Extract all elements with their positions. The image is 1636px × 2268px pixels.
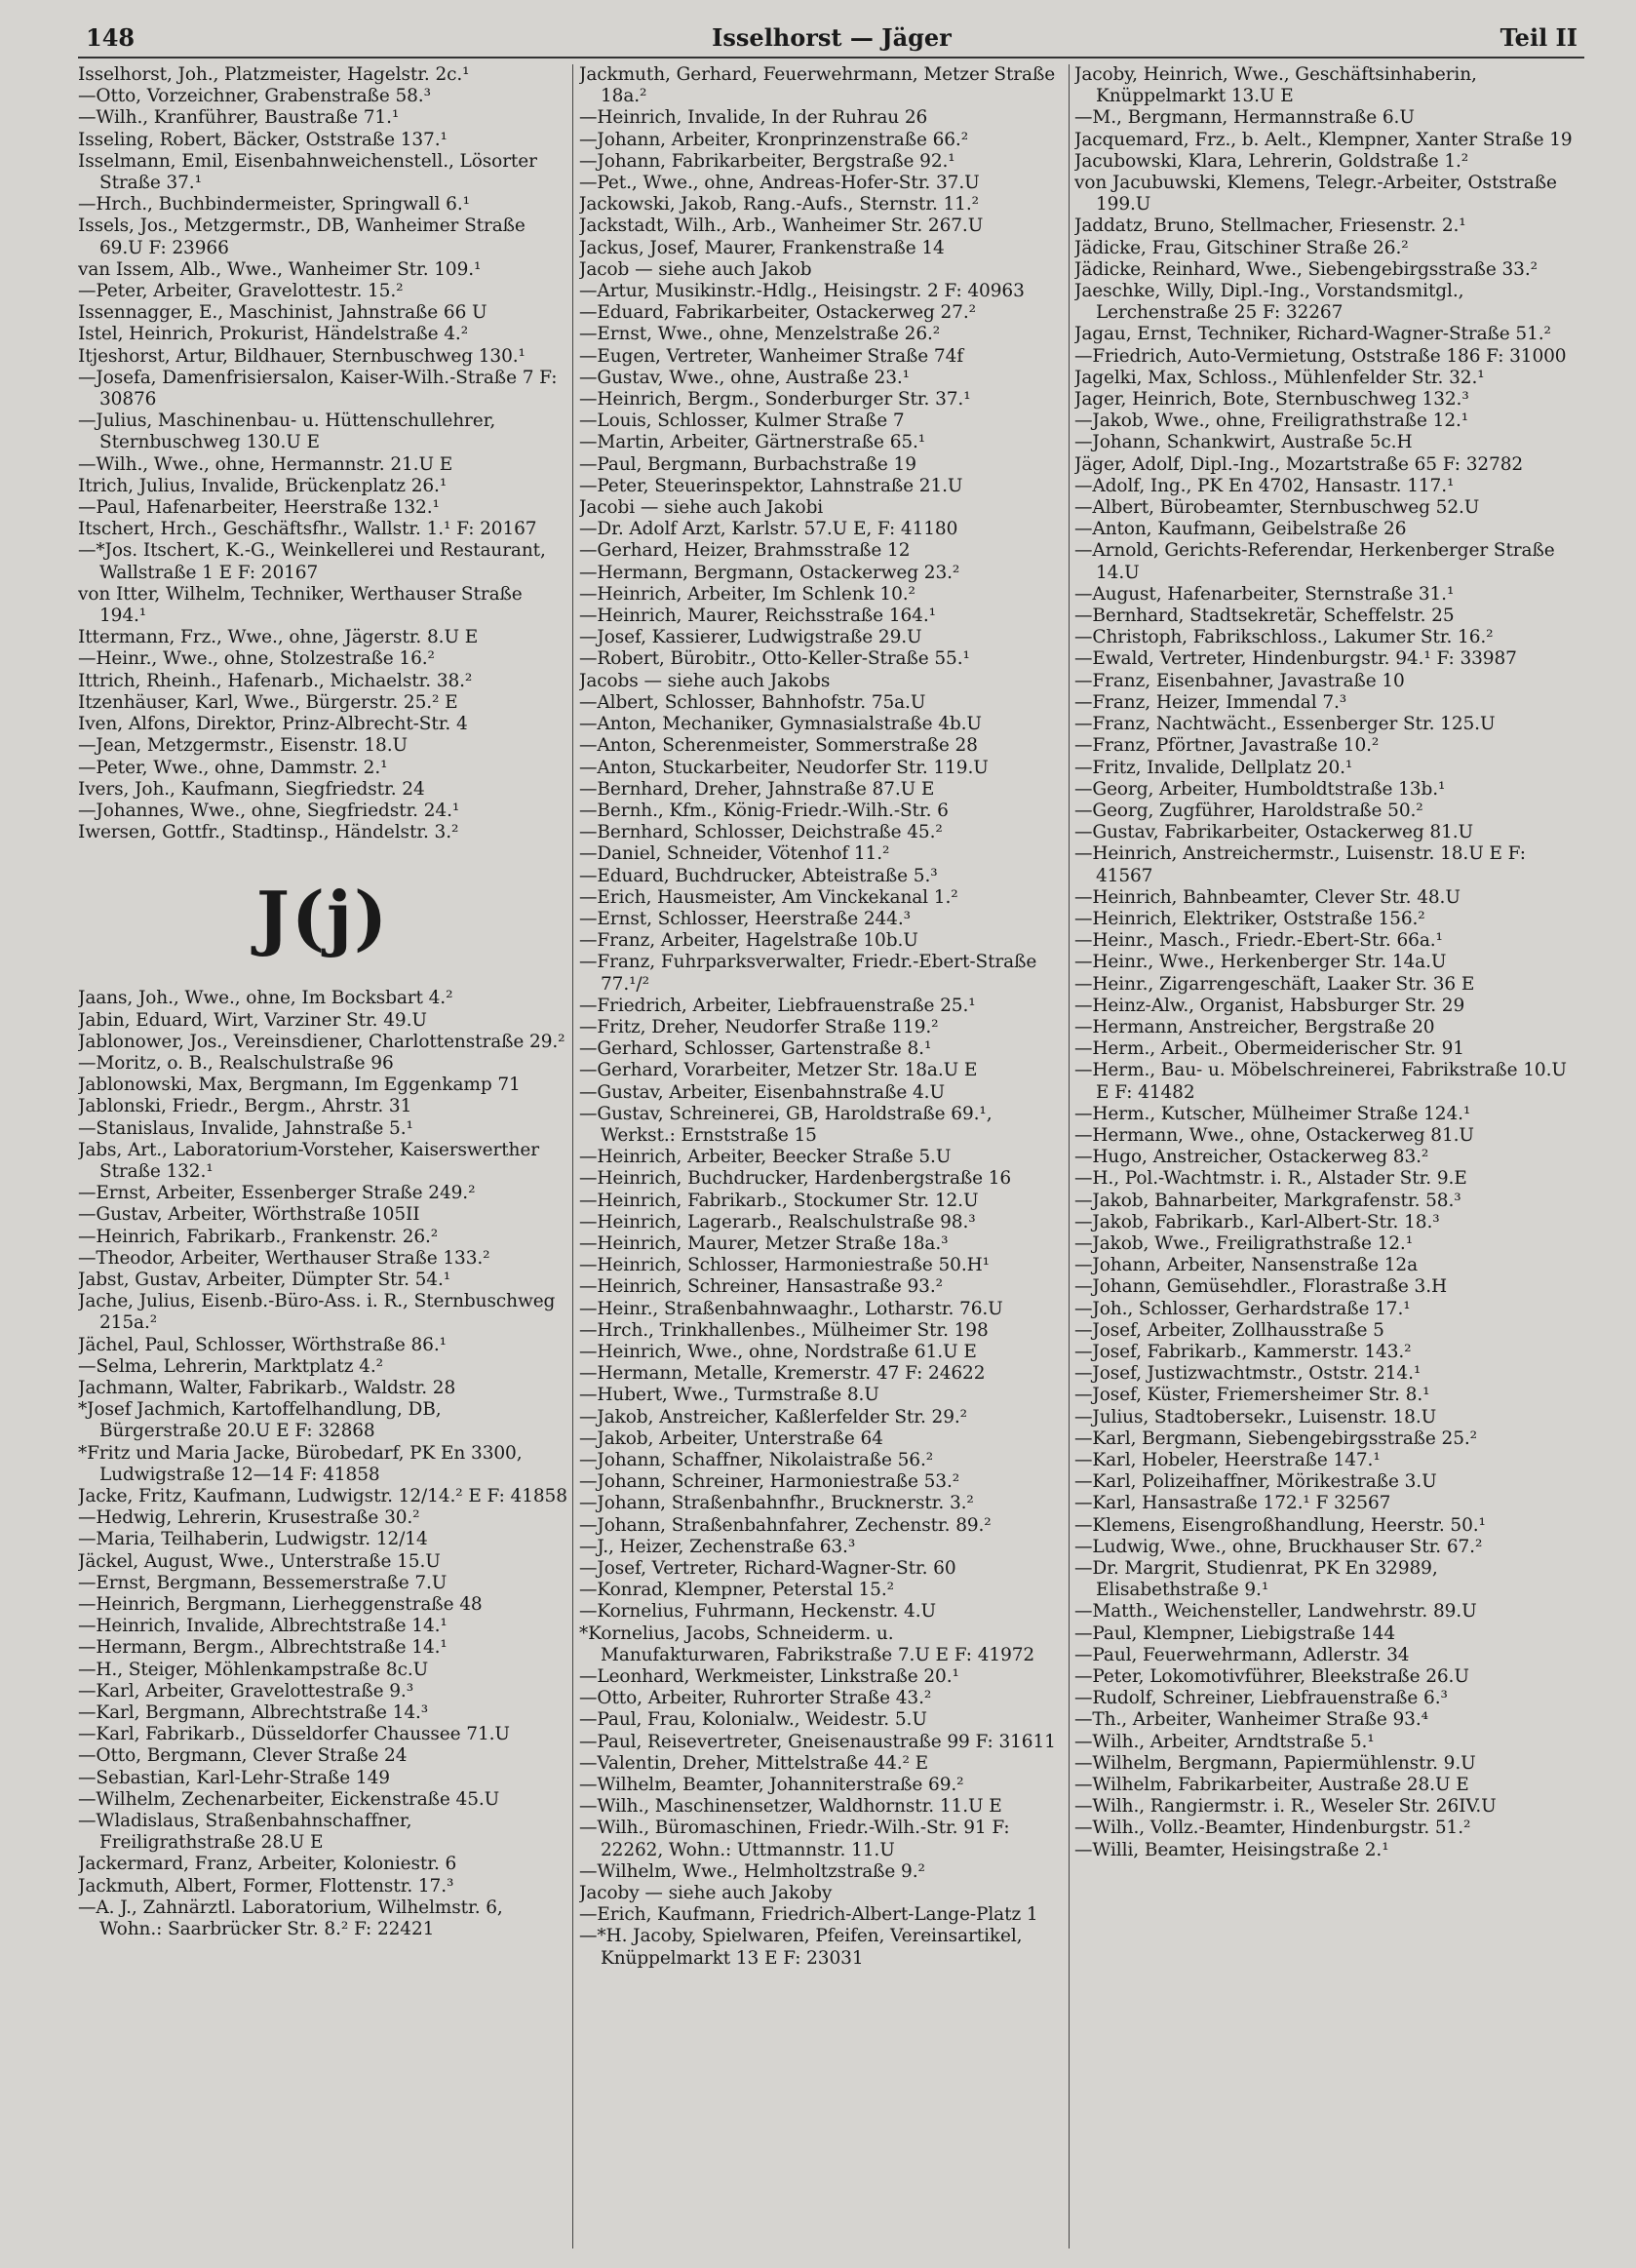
directory-entry: —Julius, Stadtobersekr., Luisenstr. 18.U — [1074, 1406, 1437, 1427]
directory-entry: —Otto, Arbeiter, Ruhrorter Straße 43.² — [579, 1688, 932, 1709]
directory-entry: Itjeshorst, Artur, Bildhauer, Sternbuschweg 130.¹ — [78, 345, 526, 367]
directory-entry: Istel, Heinrich, Prokurist, Händelstraße 4.² — [78, 324, 469, 345]
directory-entry: Jächel, Paul, Schlosser, Wörthstraße 86.¹ — [78, 1334, 447, 1355]
directory-entry: —Wilhelm, Bergmann, Papiermühlenstr. 9.U — [1074, 1752, 1476, 1774]
directory-entry: van Issem, Alb., Wwe., Wanheimer Str. 109.¹ — [78, 258, 482, 280]
directory-entry: —Heinrich, Anstreichermstr., Luisenstr. 18.U E F: 41567 — [1074, 843, 1526, 886]
directory-entry: —Th., Arbeiter, Wanheimer Straße 93.⁴ — [1074, 1709, 1428, 1731]
directory-entry: Jabs, Art., Laboratorium-Vorsteher, Kaiserswerther Straße 132.¹ — [78, 1139, 539, 1182]
directory-entry: —Hermann, Wwe., ohne, Ostackerweg 81.U — [1074, 1124, 1474, 1146]
directory-entry: Jädicke, Reinhard, Wwe., Siebengebirgsstraße 33.² — [1074, 258, 1538, 280]
directory-entry: —Klemens, Eisengroßhandlung, Heerstr. 50.¹ — [1074, 1514, 1486, 1536]
directory-entry: —Franz, Pförtner, Javastraße 10.² — [1074, 735, 1380, 757]
directory-entry: —Eduard, Buchdrucker, Abteistraße 5.³ — [579, 865, 938, 886]
directory-entry: —Heinrich, Invalide, In der Ruhrau 26 — [579, 107, 928, 129]
directory-entry: —Wilhelm, Fabrikarbeiter, Austraße 28.U E — [1074, 1775, 1469, 1796]
directory-entry: —Karl, Hobeler, Heerstraße 147.¹ — [1074, 1450, 1381, 1470]
directory-entry: —Paul, Hafenarbeiter, Heerstraße 132.¹ — [78, 497, 440, 519]
directory-entry: —Ernst, Bergmann, Bessemerstraße 7.U — [78, 1572, 448, 1593]
directory-entry: —Heinz-Alw., Organist, Habsburger Str. 29 — [1074, 995, 1465, 1016]
column-1 — [78, 64, 567, 2248]
directory-entry: —Karl, Fabrikarb., Düsseldorfer Chaussee 71.U — [78, 1724, 510, 1745]
directory-entry: Jacobi — siehe auch Jakobi — [579, 497, 824, 519]
directory-entry: Ittrich, Rheinh., Hafenarb., Michaelstr. 38.² — [78, 670, 473, 691]
directory-entry: —Franz, Heizer, Immendal 7.³ — [1074, 691, 1347, 713]
directory-entry: —Heinrich, Bahnbeamter, Clever Str. 48.U — [1074, 886, 1461, 908]
directory-entry: —Heinrich, Schlosser, Harmoniestraße 50.H¹ — [579, 1255, 990, 1276]
directory-entry: —Herm., Arbeit., Obermeiderischer Str. 91 — [1074, 1038, 1464, 1060]
directory-entry: —Joh., Schlosser, Gerhardstraße 17.¹ — [1074, 1298, 1411, 1319]
directory-entry: Jaeschke, Willy, Dipl.-Ing., Vorstandsmitgl., Lerchenstraße 25 F: 32267 — [1074, 281, 1464, 324]
directory-entry: —Heinrich, Arbeiter, Beecker Straße 5.U — [579, 1147, 952, 1168]
column-divider — [1069, 64, 1070, 2248]
directory-entry: Jäger, Adolf, Dipl.-Ing., Mozartstraße 65 F: 32782 — [1074, 453, 1524, 475]
directory-entry: Jackowski, Jakob, Rang.-Aufs., Sternstr. 11.² — [579, 194, 979, 215]
directory-entry: —Wilh., Rangiermstr. i. R., Weseler Str. 26IV.U — [1074, 1796, 1497, 1818]
directory-entry: Jädicke, Frau, Gitschiner Straße 26.² — [1074, 237, 1409, 258]
directory-entry: —Karl, Polizeihaffner, Mörikestraße 3.U — [1074, 1471, 1437, 1493]
directory-entry: —Wilhelm, Zechenarbeiter, Eickenstraße 45.U — [78, 1788, 500, 1810]
directory-entry: —Franz, Arbeiter, Hagelstraße 10b.U — [579, 930, 918, 952]
running-head: Isselhorst — Jäger — [712, 23, 952, 52]
directory-entry: Jacke, Fritz, Kaufmann, Ludwigstr. 12/14.² E F: 41858 — [78, 1485, 567, 1506]
directory-entry: —H., Pol.-Wachtmstr. i. R., Alstader Str. 9.E — [1074, 1168, 1467, 1190]
directory-entry: —Albert, Schlosser, Bahnhofstr. 75a.U — [579, 691, 926, 713]
directory-entry: —Peter, Lokomotivführer, Bleekstraße 26.U — [1074, 1666, 1469, 1688]
directory-entry: —Heinr., Wwe., Herkenberger Str. 14a.U — [1074, 952, 1447, 973]
directory-entry: Jacob — siehe auch Jakob — [579, 258, 812, 280]
directory-entry: —Gustav, Fabrikarbeiter, Ostackerweg 81.U — [1074, 822, 1474, 843]
directory-entry: Isseling, Robert, Bäcker, Oststraße 137.¹ — [78, 129, 448, 150]
directory-entry: —Willi, Beamter, Heisingstraße 2.¹ — [1074, 1839, 1389, 1860]
directory-entry: —Heinrich, Arbeiter, Im Schlenk 10.² — [579, 583, 915, 605]
directory-entry: —Jakob, Fabrikarb., Karl-Albert-Str. 18.³ — [1074, 1211, 1440, 1232]
directory-entry: Jacoby, Heinrich, Wwe., Geschäftsinhaberin, Knüppelmarkt 13.U E — [1074, 64, 1477, 107]
directory-entry: —Konrad, Klempner, Peterstal 15.² — [579, 1580, 894, 1601]
directory-entry: Jackmuth, Gerhard, Feuerwehrmann, Metzer Straße 18a.² — [579, 64, 1056, 107]
directory-entry: —Johannes, Wwe., ohne, Siegfriedstr. 24.¹ — [78, 800, 460, 821]
directory-entry: —Hermann, Anstreicher, Bergstraße 20 — [1074, 1016, 1435, 1037]
directory-entry: —Friedrich, Arbeiter, Liebfrauenstraße 25.¹ — [579, 995, 976, 1016]
directory-entry: Issennagger, E., Maschinist, Jahnstraße 66 U — [78, 302, 487, 324]
directory-entry: —Johann, Straßenbahnfahrer, Zechenstr. 89.² — [579, 1514, 992, 1536]
directory-entry: —Albert, Bürobeamter, Sternbuschweg 52.U — [1074, 497, 1480, 519]
directory-entry: —Arnold, Gerichts-Referendar, Herkenberger Straße 14.U — [1074, 540, 1555, 583]
directory-entry: —Wilh., Büromaschinen, Friedr.-Wilh.-Str. 91 F: 22262, Wohn.: Uttmannstr. 11.U — [579, 1818, 1010, 1860]
directory-entry: Jabst, Gustav, Arbeiter, Dümpter Str. 54.¹ — [78, 1269, 451, 1290]
directory-entry: —Johann, Arbeiter, Kronprinzenstraße 66.² — [579, 129, 969, 150]
directory-entry: Jacoby — siehe auch Jakoby — [579, 1883, 833, 1904]
directory-entry: —Herm., Kutscher, Mülheimer Straße 124.¹ — [1074, 1103, 1471, 1124]
directory-entry: —Karl, Bergmann, Albrechtstraße 14.³ — [78, 1702, 429, 1724]
directory-entry: —Heinrich, Maurer, Metzer Straße 18a.³ — [579, 1232, 949, 1254]
directory-entry: —Bernhard, Dreher, Jahnstraße 87.U E — [579, 778, 935, 800]
directory-entry: Jackstadt, Wilh., Arb., Wanheimer Str. 267.U — [579, 215, 984, 237]
directory-entry: —Fritz, Dreher, Neudorfer Straße 119.² — [579, 1016, 939, 1037]
directory-entry: —*H. Jacoby, Spielwaren, Pfeifen, Vereinsartikel, Knüppelmarkt 13 E F: 23031 — [579, 1926, 1023, 1969]
directory-entry: —Johann, Schankwirt, Austraße 5c.H — [1074, 432, 1413, 453]
column-3 — [1074, 64, 1581, 2248]
directory-entry: Jacquemard, Frz., b. Aelt., Klempner, Xanter Straße 19 — [1074, 129, 1573, 150]
page-number: 148 — [86, 23, 136, 52]
directory-entry: —H., Steiger, Möhlenkampstraße 8c.U — [78, 1659, 429, 1680]
directory-entry: —Wilh., Vollz.-Beamter, Hindenburgstr. 51.² — [1074, 1818, 1471, 1839]
directory-entry: —Eduard, Fabrikarbeiter, Ostackerweg 27.² — [579, 302, 976, 324]
directory-entry: —Franz, Eisenbahner, Javastraße 10 — [1074, 670, 1405, 691]
directory-entry: —Matth., Weichensteller, Landwehrstr. 89.U — [1074, 1601, 1477, 1623]
directory-entry: von Jacubuwski, Klemens, Telegr.-Arbeiter, Oststraße 199.U — [1074, 173, 1557, 215]
directory-entry: —Theodor, Arbeiter, Werthauser Straße 133.² — [78, 1247, 490, 1269]
directory-entry: Jablonowski, Max, Bergmann, Im Eggenkamp 71 — [78, 1075, 521, 1096]
directory-entry: Jäckel, August, Wwe., Unterstraße 15.U — [78, 1550, 441, 1572]
directory-entry: Jackmuth, Albert, Former, Flottenstr. 17.³ — [78, 1875, 454, 1897]
directory-entry: —Josefa, Damenfrisiersalon, Kaiser-Wilh.-Straße 7 F: 30876 — [78, 367, 558, 411]
directory-entry: —Heinrich, Buchdrucker, Hardenbergstraße 16 — [579, 1168, 1012, 1190]
directory-entry: —Ewald, Vertreter, Hindenburgstr. 94.¹ F: 33987 — [1074, 648, 1517, 670]
directory-entry: —Gerhard, Vorarbeiter, Metzer Str. 18a.U E — [579, 1060, 978, 1081]
directory-entry: —Wilhelm, Beamter, Johanniterstraße 69.² — [579, 1775, 964, 1796]
directory-entry: —Peter, Wwe., ohne, Dammstr. 2.¹ — [78, 757, 388, 778]
directory-entry: —Eugen, Vertreter, Wanheimer Straße 74f — [579, 345, 964, 367]
directory-entry: —Erich, Hausmeister, Am Vinckekanal 1.² — [579, 886, 958, 908]
directory-entry: —Artur, Musikinstr.-Hdlg., Heisingstr. 2 F: 40963 — [579, 281, 1025, 302]
directory-entry: —Franz, Nachtwächt., Essenberger Str. 125.U — [1074, 714, 1496, 735]
directory-entry: —Johann, Arbeiter, Nansenstraße 12a — [1074, 1255, 1419, 1276]
directory-entry: Jager, Heinrich, Bote, Sternbuschweg 132.³ — [1074, 389, 1469, 411]
directory-entry: —Heinrich, Bergmann, Lierheggenstraße 48 — [78, 1594, 483, 1615]
directory-entry: —Jakob, Anstreicher, Kaßlerfelder Str. 29.² — [579, 1406, 967, 1427]
directory-entry: —Josef, Fabrikarb., Kammerstr. 143.² — [1074, 1341, 1412, 1362]
directory-entry: Jablonski, Friedr., Bergm., Ahrstr. 31 — [78, 1096, 412, 1117]
directory-entry: —Karl, Arbeiter, Gravelottestraße 9.³ — [78, 1680, 414, 1701]
directory-entry: —Johann, Straßenbahnfhr., Brucknerstr. 3.² — [579, 1493, 974, 1514]
directory-entry: —Moritz, o. B., Realschulstraße 96 — [78, 1052, 394, 1074]
directory-entry: —Johann, Gemüsehdler., Florastraße 3.H — [1074, 1276, 1448, 1298]
directory-entry: —Paul, Bergmann, Burbachstraße 19 — [579, 453, 916, 475]
directory-entry: —Martin, Arbeiter, Gärtnerstraße 65.¹ — [579, 432, 926, 453]
directory-entry: —Otto, Bergmann, Clever Straße 24 — [78, 1745, 408, 1767]
directory-entry: Ivers, Joh., Kaufmann, Siegfriedstr. 24 — [78, 778, 425, 800]
directory-entry: —Herm., Bau- u. Möbelschreinerei, Fabrikstraße 10.U E F: 41482 — [1074, 1060, 1567, 1103]
page-header — [86, 23, 1578, 57]
directory-entry: —Jakob, Wwe., Freiligrathstraße 12.¹ — [1074, 1232, 1414, 1254]
directory-entry: —Adolf, Ing., PK En 4702, Hansastr. 117.¹ — [1074, 475, 1455, 496]
directory-entry: —Heinr., Masch., Friedr.-Ebert-Str. 66a.¹ — [1074, 930, 1443, 952]
directory-entry: Iven, Alfons, Direktor, Prinz-Albrecht-Str. 4 — [78, 714, 468, 735]
directory-entry: —Gerhard, Heizer, Brahmsstraße 12 — [579, 540, 911, 562]
directory-entry: —Wladislaus, Straßenbahnschaffner, Freiligrathstraße 28.U E — [78, 1811, 412, 1854]
directory-entry: Jagelki, Max, Schloss., Mühlenfelder Str. 32.¹ — [1074, 367, 1485, 388]
directory-entry: —Heinrich, Fabrikarb., Frankenstr. 26.² — [78, 1226, 439, 1247]
directory-entry: —Heinr., Straßenbahnwaaghr., Lotharstr. 76.U — [579, 1298, 1003, 1319]
section-letter: J(j) — [255, 876, 390, 959]
directory-entry: von Itter, Wilhelm, Techniker, Werthauser Straße 194.¹ — [78, 583, 523, 627]
directory-entry: —Jakob, Bahnarbeiter, Markgrafenstr. 58.³ — [1074, 1190, 1461, 1211]
directory-entry: Isselhorst, Joh., Platzmeister, Hagelstr. 2c.¹ — [78, 64, 470, 85]
directory-entry: Jacobs — siehe auch Jakobs — [579, 670, 831, 691]
directory-entry: —Friedrich, Auto-Vermietung, Oststraße 186 F: 31000 — [1074, 345, 1567, 367]
directory-entry: Jaddatz, Bruno, Stellmacher, Friesenstr. 2.¹ — [1074, 215, 1466, 237]
directory-entry: *Josef Jachmich, Kartoffelhandlung, DB, Bürgerstraße 20.U E F: 32868 — [78, 1399, 442, 1442]
directory-entry: —Jakob, Wwe., ohne, Freiligrathstraße 12.¹ — [1074, 411, 1469, 432]
directory-entry: —Wilh., Kranführer, Baustraße 71.¹ — [78, 107, 400, 129]
directory-entry: —Ernst, Schlosser, Heerstraße 244.³ — [579, 908, 911, 929]
directory-entry: —*Jos. Itschert, K.-G., Weinkellerei und Restaurant, Wallstraße 1 E F: 20167 — [78, 540, 546, 583]
directory-entry: —Hugo, Anstreicher, Ostackerweg 83.² — [1074, 1147, 1429, 1168]
directory-entry: —Bernhard, Stadtsekretär, Scheffelstr. 25 — [1074, 606, 1455, 627]
directory-entry: —Wilh., Maschinensetzer, Waldhornstr. 11.U E — [579, 1796, 1002, 1818]
directory-entry: Itrich, Julius, Invalide, Brückenplatz 26.¹ — [78, 475, 448, 496]
directory-entry: Jaans, Joh., Wwe., ohne, Im Bocksbart 4.² — [78, 988, 453, 1009]
directory-entry: —Georg, Arbeiter, Humboldtstraße 13b.¹ — [1074, 778, 1446, 800]
directory-entry: Jache, Julius, Eisenb.-Büro-Ass. i. R., Sternbuschweg 215a.² — [78, 1291, 556, 1334]
directory-entry: —Jean, Metzgermstr., Eisenstr. 18.U — [78, 735, 408, 757]
directory-entry: Jackus, Josef, Maurer, Frankenstraße 14 — [579, 237, 945, 258]
directory-entry: —Heinrich, Bergm., Sonderburger Str. 37.¹ — [579, 389, 971, 411]
directory-entry: —Hrch., Trinkhallenbes., Mülheimer Str. 198 — [579, 1319, 989, 1341]
directory-entry: —Franz, Fuhrparksverwalter, Friedr.-Ebert-Straße 77.¹/² — [579, 952, 1037, 995]
directory-entry: —Heinr., Zigarrengeschäft, Laaker Str. 36 E — [1074, 973, 1475, 995]
directory-entry: —Bernh., Kfm., König-Friedr.-Wilh.-Str. 6 — [579, 800, 949, 821]
directory-entry: —Heinrich, Invalide, Albrechtstraße 14.¹ — [78, 1616, 448, 1637]
directory-entry: —Peter, Arbeiter, Gravelottestr. 15.² — [78, 281, 404, 302]
directory-entry: —M., Bergmann, Hermannstraße 6.U — [1074, 107, 1415, 129]
directory-entry: —Robert, Bürobitr., Otto-Keller-Straße 55.¹ — [579, 648, 970, 670]
directory-entry: —Gustav, Schreinerei, GB, Haroldstraße 69.¹, Werkst.: Ernststraße 15 — [579, 1103, 993, 1146]
directory-entry: —Hermann, Metalle, Kremerstr. 47 F: 24622 — [579, 1363, 986, 1385]
directory-entry: —Josef, Vertreter, Richard-Wagner-Str. 60 — [579, 1558, 956, 1580]
directory-entry: Jablonower, Jos., Vereinsdiener, Charlottenstraße 29.² — [78, 1031, 565, 1052]
directory-entry: Jacubowski, Klara, Lehrerin, Goldstraße 1.² — [1074, 150, 1469, 172]
directory-entry: —Gustav, Wwe., ohne, Austraße 23.¹ — [579, 367, 910, 388]
directory-entry: —Dr. Margrit, Studienrat, PK En 32989, Elisabethstraße 9.¹ — [1074, 1558, 1438, 1601]
directory-entry: Isselmann, Emil, Eisenbahnweichenstell., Lösorter Straße 37.¹ — [78, 150, 537, 194]
directory-entry: Issels, Jos., Metzgermstr., DB, Wanheimer Straße 69.U F: 23966 — [78, 215, 526, 258]
directory-entry: —Heinr., Wwe., ohne, Stolzestraße 16.² — [78, 648, 435, 670]
directory-entry: —Gustav, Arbeiter, Wörthstraße 105II — [78, 1204, 420, 1226]
directory-entry: —Louis, Schlosser, Kulmer Straße 7 — [579, 411, 905, 432]
directory-entry: —Wilhelm, Wwe., Helmholtzstraße 9.² — [579, 1860, 925, 1882]
directory-entry: —Dr. Adolf Arzt, Karlstr. 57.U E, F: 41180 — [579, 519, 958, 540]
directory-entry: —Anton, Stuckarbeiter, Neudorfer Str. 119.U — [579, 757, 989, 778]
column-2 — [579, 64, 1063, 2248]
directory-entry: —Hermann, Bergmann, Ostackerweg 23.² — [579, 562, 960, 583]
directory-entry: —Heinrich, Schreiner, Hansastraße 93.² — [579, 1276, 943, 1298]
directory-entry: —Wilh., Arbeiter, Arndtstraße 5.¹ — [1074, 1731, 1375, 1752]
directory-entry: Itzenhäuser, Karl, Wwe., Bürgerstr. 25.² E — [78, 691, 458, 713]
directory-entry: —Karl, Bergmann, Siebengebirgsstraße 25.² — [1074, 1427, 1477, 1449]
directory-entry: —Hubert, Wwe., Turmstraße 8.U — [579, 1385, 879, 1406]
directory-entry: —Johann, Schreiner, Harmoniestraße 53.² — [579, 1471, 960, 1493]
directory-entry: —Heinrich, Wwe., ohne, Nordstraße 61.U E — [579, 1341, 977, 1362]
directory-entry: —Stanislaus, Invalide, Jahnstraße 5.¹ — [78, 1117, 413, 1139]
directory-entry: —Julius, Maschinenbau- u. Hüttenschullehrer, Sternbuschweg 130.U E — [78, 411, 496, 453]
directory-entry: —Leonhard, Werkmeister, Linkstraße 20.¹ — [579, 1666, 959, 1688]
directory-entry: —Gustav, Arbeiter, Eisenbahnstraße 4.U — [579, 1081, 945, 1103]
directory-entry: *Fritz und Maria Jacke, Bürobedarf, PK En 3300, Ludwigstraße 12—14 F: 41858 — [78, 1442, 523, 1485]
directory-entry: —Otto, Vorzeichner, Grabenstraße 58.³ — [78, 86, 431, 107]
directory-entry: —Heinrich, Elektriker, Oststraße 156.² — [1074, 908, 1425, 929]
directory-entry: —Karl, Hansastraße 172.¹ F 32567 — [1074, 1493, 1391, 1514]
directory-entry: —Heinrich, Lagerarb., Realschulstraße 98.³ — [579, 1211, 976, 1232]
directory-entry: —Rudolf, Schreiner, Liebfrauenstraße 6.³ — [1074, 1688, 1448, 1709]
directory-entry: —Josef, Arbeiter, Zollhausstraße 5 — [1074, 1319, 1384, 1341]
directory-entry: —A. J., Zahnärztl. Laboratorium, Wilhelmstr. 6, Wohn.: Saarbrücker Str. 8.² F: 22421 — [78, 1897, 503, 1940]
directory-entry: —Daniel, Schneider, Vötenhof 11.² — [579, 843, 890, 865]
directory-entry: —Sebastian, Karl-Lehr-Straße 149 — [78, 1767, 390, 1788]
directory-entry: —Anton, Scherenmeister, Sommerstraße 28 — [579, 735, 978, 757]
directory-entry: Jachmann, Walter, Fabrikarb., Waldstr. 28 — [78, 1377, 456, 1398]
directory-entry: —Johann, Schaffner, Nikolaistraße 56.² — [579, 1450, 934, 1470]
directory-entry: —Valentin, Dreher, Mittelstraße 44.² E — [579, 1752, 929, 1774]
column-divider — [572, 64, 573, 2248]
directory-entry: —Fritz, Invalide, Dellplatz 20.¹ — [1074, 757, 1353, 778]
directory-entry: —Josef, Justizwachtmstr., Oststr. 214.¹ — [1074, 1363, 1422, 1385]
directory-entry: —Georg, Zugführer, Haroldstraße 50.² — [1074, 800, 1423, 821]
directory-entry: Itschert, Hrch., Geschäftsfhr., Wallstr. 1.¹ F: 20167 — [78, 519, 537, 540]
directory-entry: Ittermann, Frz., Wwe., ohne, Jägerstr. 8.U E — [78, 627, 479, 648]
directory-entry: —Anton, Kaufmann, Geibelstraße 26 — [1074, 519, 1407, 540]
directory-entry: —Jakob, Arbeiter, Unterstraße 64 — [579, 1427, 883, 1449]
directory-entry: —Heinrich, Maurer, Reichsstraße 164.¹ — [579, 606, 936, 627]
directory-entry: *Kornelius, Jacobs, Schneiderm. u. Manufakturwaren, Fabrikstraße 7.U E F: 41972 — [579, 1623, 1035, 1665]
directory-entry: —Josef, Kassierer, Ludwigstraße 29.U — [579, 627, 922, 648]
directory-entry: —Bernhard, Schlosser, Deichstraße 45.² — [579, 822, 943, 843]
directory-entry: —Hrch., Buchbindermeister, Springwall 6.¹ — [78, 194, 470, 215]
directory-entry: —Anton, Mechaniker, Gymnasialstraße 4b.U — [579, 714, 982, 735]
directory-entry: —Hedwig, Lehrerin, Krusestraße 30.² — [78, 1507, 420, 1529]
directory-entry: Jabin, Eduard, Wirt, Varziner Str. 49.U — [78, 1009, 427, 1031]
directory-entry: —Josef, Küster, Friemersheimer Str. 8.¹ — [1074, 1385, 1430, 1406]
directory-entry: —Peter, Steuerinspektor, Lahnstraße 21.U — [579, 475, 963, 496]
directory-entry: —Paul, Reisevertreter, Gneisenaustraße 99 F: 31611 — [579, 1731, 1056, 1752]
directory-entry: Jackermard, Franz, Arbeiter, Koloniestr. 6 — [78, 1854, 457, 1875]
directory-entry: —Kornelius, Fuhrmann, Heckenstr. 4.U — [579, 1601, 937, 1623]
directory-entry: —August, Hafenarbeiter, Sternstraße 31.¹ — [1074, 583, 1455, 605]
directory-entry: —Wilh., Wwe., ohne, Hermannstr. 21.U E — [78, 453, 453, 475]
directory-entry: —Paul, Frau, Kolonialw., Weidestr. 5.U — [579, 1709, 927, 1731]
directory-entry: —Heinrich, Fabrikarb., Stockumer Str. 12.U — [579, 1190, 979, 1211]
directory-entry: —Paul, Feuerwehrmann, Adlerstr. 34 — [1074, 1644, 1410, 1665]
directory-entry: —Selma, Lehrerin, Marktplatz 4.² — [78, 1355, 383, 1377]
directory-entry: —Hermann, Bergm., Albrechtstraße 14.¹ — [78, 1637, 448, 1659]
part-label: Teil II — [1500, 23, 1578, 52]
directory-entry: —J., Heizer, Zechenstraße 63.³ — [579, 1536, 856, 1557]
header-rule — [78, 57, 1584, 59]
directory-entry: —Erich, Kaufmann, Friedrich-Albert-Lange-Platz 1 — [579, 1904, 1038, 1926]
directory-entry: —Ernst, Arbeiter, Essenberger Straße 249.² — [78, 1183, 476, 1204]
directory-entry: —Maria, Teilhaberin, Ludwigstr. 12/14 — [78, 1529, 428, 1550]
directory-entry: Iwersen, Gottfr., Stadtinsp., Händelstr. 3.² — [78, 822, 459, 843]
directory-entry: —Pet., Wwe., ohne, Andreas-Hofer-Str. 37.U — [579, 173, 980, 194]
directory-entry: —Ludwig, Wwe., ohne, Bruckhauser Str. 67.² — [1074, 1536, 1483, 1557]
directory-entry: Jagau, Ernst, Techniker, Richard-Wagner-Straße 51.² — [1074, 324, 1551, 345]
directory-entry: —Christoph, Fabrikschloss., Lakumer Str. 16.² — [1074, 627, 1494, 648]
directory-entry: —Gerhard, Schlosser, Gartenstraße 8.¹ — [579, 1038, 932, 1060]
directory-entry: —Ernst, Wwe., ohne, Menzelstraße 26.² — [579, 324, 941, 345]
directory-entry: —Johann, Fabrikarbeiter, Bergstraße 92.¹ — [579, 150, 955, 172]
directory-entry: —Paul, Klempner, Liebigstraße 144 — [1074, 1623, 1395, 1644]
